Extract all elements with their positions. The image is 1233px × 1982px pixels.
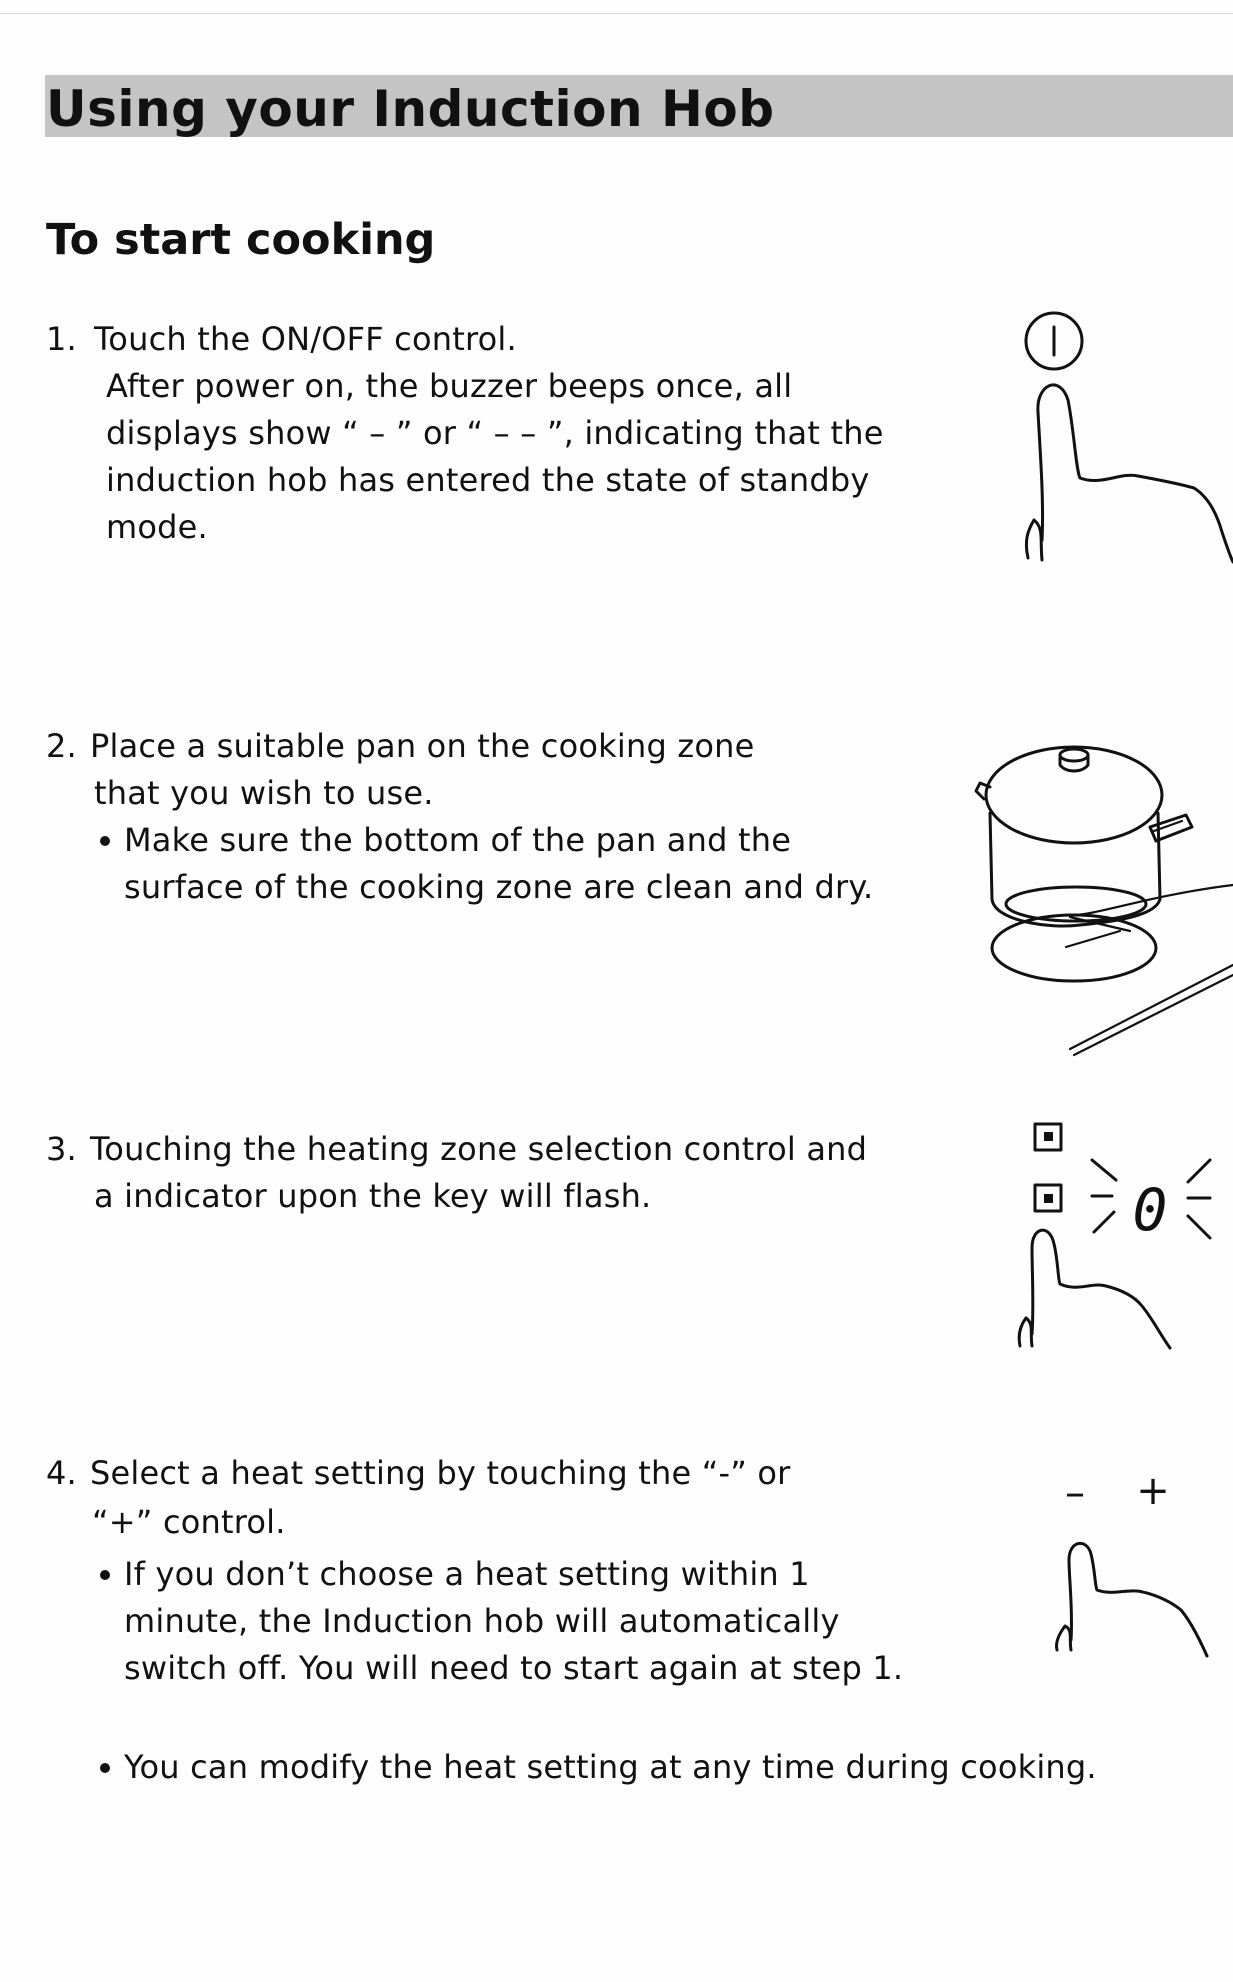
- step-2-bullet-line-2: surface of the cooking zone are clean and dry.: [124, 868, 874, 906]
- step-2-bullet-line-1: Make sure the bottom of the pan and the: [124, 821, 792, 859]
- final-bullet-text: You can modify the heat setting at any time during cooking.: [124, 1748, 1097, 1786]
- step-3-line-1: Touching the heating zone selection control and: [90, 1130, 868, 1168]
- step-4-bullet-line-3: switch off. You will need to start again at step 1.: [124, 1649, 904, 1687]
- step-1-line-1: Touch the ON/OFF control.: [94, 320, 517, 358]
- plus-control-label: +: [1136, 1468, 1170, 1514]
- minus-plus-finger-icon: [1035, 1470, 1233, 1660]
- step-4-bullet-line-2: minute, the Induction hob will automatically: [124, 1602, 840, 1640]
- step-1-line-3: displays show “ – ” or “ – – ”, indicating that the: [106, 414, 884, 452]
- step-2-number: 2.: [46, 727, 77, 765]
- zone-selection-finger-icon: [1010, 1110, 1233, 1355]
- step-4-line-2: “+” control.: [92, 1503, 286, 1541]
- minus-control-label: –: [1065, 1470, 1085, 1516]
- top-divider: [0, 13, 1233, 14]
- page-title: Using your Induction Hob: [46, 80, 775, 138]
- step-3-number: 3.: [46, 1130, 77, 1168]
- step-2-line-1: Place a suitable pan on the cooking zone: [90, 727, 755, 765]
- step-1-line-4: induction hob has entered the state of standby: [106, 461, 870, 499]
- step-1-line-2: After power on, the buzzer beeps once, all: [106, 367, 793, 405]
- step-1-line-5: mode.: [106, 508, 208, 546]
- power-button-finger-icon: [1010, 300, 1233, 570]
- step-2-line-2: that you wish to use.: [94, 774, 434, 812]
- step-4-number: 4.: [46, 1454, 77, 1492]
- final-bullet: [100, 1763, 110, 1773]
- pan-on-hob-icon: [970, 735, 1233, 1055]
- step-4-bullet-line-1: If you don’t choose a heat setting within 1: [124, 1555, 810, 1593]
- step-1-number: 1.: [46, 320, 77, 358]
- step-3-line-2: a indicator upon the key will flash.: [94, 1177, 652, 1215]
- step-4-bullet: [100, 1570, 110, 1580]
- flashing-display-value: 0: [1132, 1176, 1168, 1244]
- section-title: To start cooking: [46, 215, 436, 265]
- step-2-bullet: [100, 836, 110, 846]
- step-4-line-1: Select a heat setting by touching the “-” or: [90, 1454, 791, 1492]
